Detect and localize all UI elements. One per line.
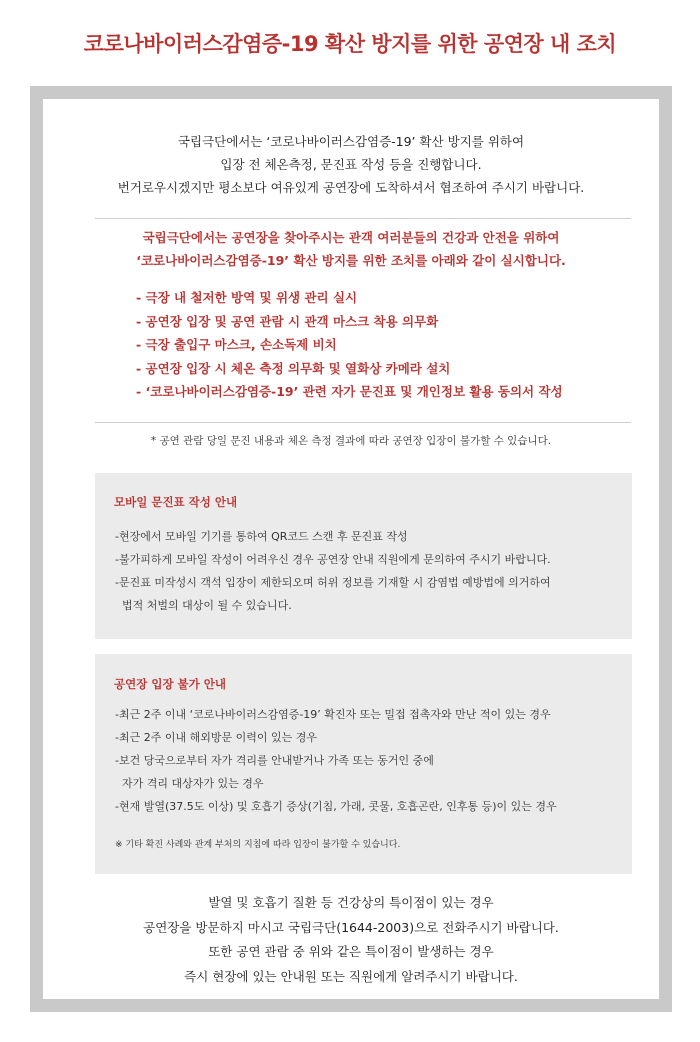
measure-item: - 공연장 입장 시 체온 측정 의무화 및 열화상 카메라 설치 [136,360,451,376]
box-note: ※ 기타 확진 사례와 관계 부처의 지침에 따라 입장이 불가할 수 있습니다. [115,840,401,850]
measure-item: - ‘코로나바이러스감염증-19’ 관련 자가 문진표 및 개인정보 활용 동의서 작성 [136,384,563,399]
box-item: -불가피하게 모바일 작성이 어려우신 경우 공연장 안내 직원에게 문의하여 주시기 바랍니다. [115,553,551,566]
divider [95,218,631,219]
box-title: 모바일 문진표 작성 안내 [114,495,238,509]
footnote: * 공연 관람 당일 문진 내용과 체온 측정 결과에 따라 공연장 입장이 불가할 수 있습니다. [150,435,552,447]
closing-line: 즉시 현장에 있는 안내원 또는 직원에게 알려주시기 바랍니다. [184,968,518,984]
notice-text [43,226,659,272]
notice-line: 국립극단에서는 공연장을 찾아주시는 관객 여러분들의 건강과 안전을 위하여 [142,230,560,245]
box-title: 공연장 입장 불가 안내 [114,677,226,691]
box-item: -현장에서 모바일 기기를 통하여 QR코드 스캔 후 문진표 작성 [115,530,408,543]
mobile-questionnaire-box [95,473,632,639]
measure-item: - 공연장 입장 및 공연 관람 시 관객 마스크 착용 의무화 [136,313,439,329]
closing-line: 공연장을 방문하지 마시고 국립극단(1644-2003)으로 전화주시기 바랍니다. [143,919,559,935]
box-list [115,525,620,617]
box-item: 자가 격리 대상자가 있는 경우 [122,777,264,790]
box-item: 법적 처벌의 대상이 될 수 있습니다. [122,599,292,612]
measure-item: - 극장 내 철저한 방역 및 위생 관리 실시 [136,290,358,305]
measure-item: - 극장 출입구 마스크, 손소독제 비치 [136,337,337,352]
page-title: 코로나바이러스감염증-19 확산 방지를 위한 공연장 내 조치 [83,32,617,56]
entry-restriction-box [95,654,632,874]
intro-line: 국립극단에서는 ‘코로나바이러스감염증-19’ 확산 방지를 위하여 [177,134,525,149]
intro-line: 번거로우시겠지만 평소보다 여유있게 공연장에 도착하셔서 협조하여 주시기 바랍니다. [117,180,585,195]
closing-line: 또한 공연 관람 중 위와 같은 특이점이 발생하는 경우 [208,944,494,959]
closing-line: 발열 및 호흡기 질환 등 건강상의 특이점이 있는 경우 [208,895,494,910]
closing-text [43,891,659,989]
divider [95,422,631,423]
measures-list [136,286,616,404]
box-item: -문진표 미작성시 객석 입장이 제한되오며 허위 정보를 기재할 시 감염법 예방법에 의거하여 [115,576,551,589]
notice-line: ‘코로나바이러스감염증-19’ 확산 방지를 위한 조치를 아래와 같이 실시합니다. [136,253,566,268]
box-item: -보건 당국으로부터 자가 격리를 안내받거나 가족 또는 동거인 중에 [115,754,434,767]
box-item: -최근 2주 이내 ‘코로나바이러스감염증-19’ 확진자 또는 밀접 접촉자와 만난 적이 있는 경우 [115,708,551,721]
intro-text [43,130,659,199]
box-list [115,703,620,818]
box-item: -최근 2주 이내 해외방문 이력이 있는 경우 [115,731,317,744]
notice-frame [30,86,672,1012]
intro-line: 입장 전 체온측정, 문진표 작성 등을 진행합니다. [220,157,482,172]
box-item: -현재 발열(37.5도 이상) 및 호흡기 증상(기침, 가래, 콧물, 호흡곤란, 인후통 등)이 있는 경우 [115,800,557,813]
